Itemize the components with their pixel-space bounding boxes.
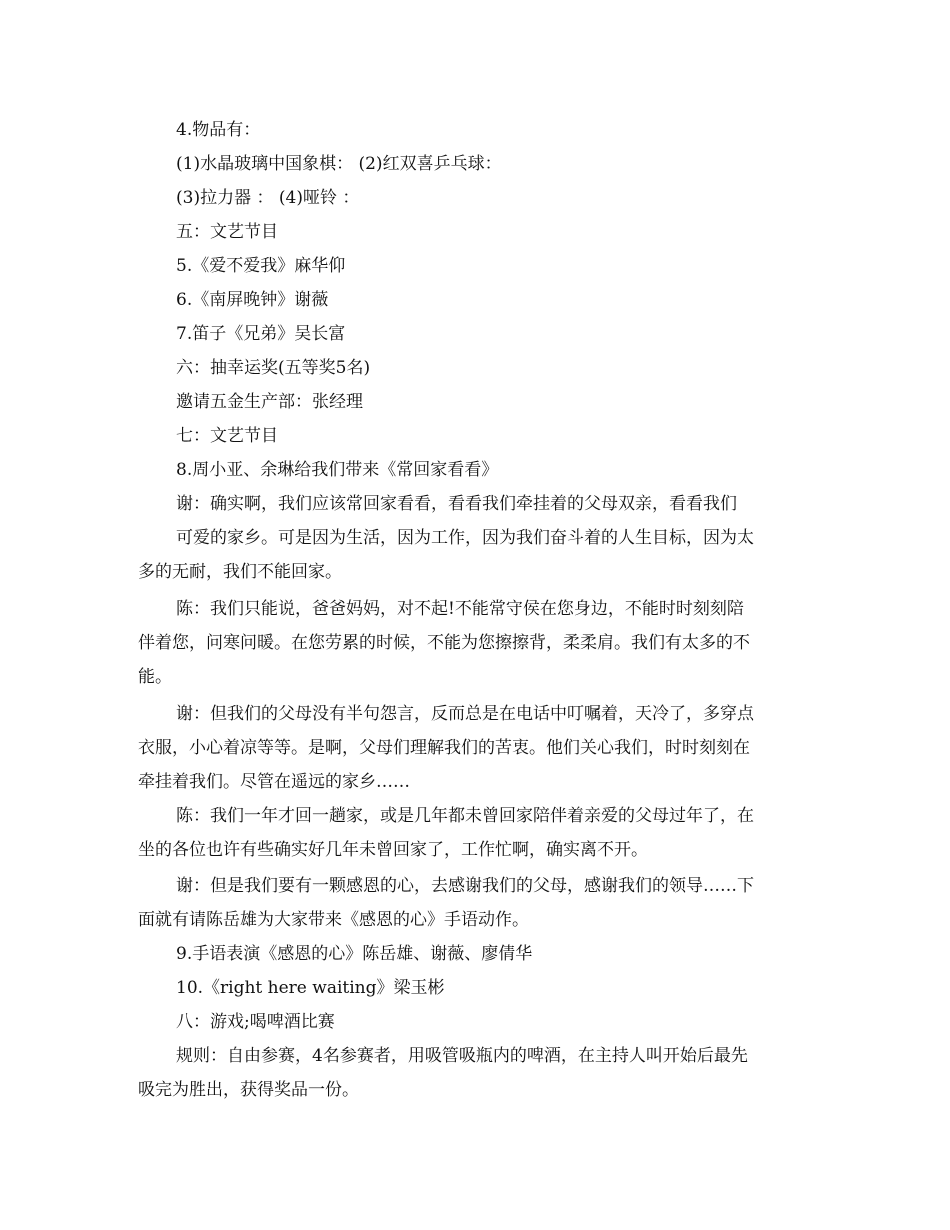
paragraph-line: 能。 — [138, 667, 172, 687]
paragraph-line: 谢：确实啊，我们应该常回家看看，看看我们牵挂着的父母双亲，看看我们 — [176, 494, 737, 514]
text-line: 7.笛子《兄弟》吴长富 — [176, 324, 346, 344]
paragraph-line: 规则：自由参赛，4名参赛者，用吸管吸瓶内的啤酒，在主持人叫开始后最先 — [176, 1046, 748, 1066]
text-line: 4.物品有： — [176, 120, 261, 140]
paragraph-line: 谢：但是我们要有一颗感恩的心，去感谢我们的父母，感谢我们的领导……下 — [176, 876, 754, 896]
paragraph-line: 谢：但我们的父母没有半句怨言，反而总是在电话中叮嘱着，天冷了，多穿点 — [176, 704, 754, 724]
text-line: (3)拉力器 ： (4)哑铃 ： — [176, 188, 360, 208]
paragraph-line: 陈：我们只能说，爸爸妈妈，对不起!不能常守侯在您身边，不能时时刻刻陪 — [176, 599, 744, 619]
text-line: (1)水晶玻璃中国象棋： (2)红双喜乒乓球： — [176, 154, 502, 174]
paragraph-line: 吸完为胜出，获得奖品一份。 — [138, 1080, 359, 1100]
paragraph-line: 可爱的家乡。可是因为生活，因为工作，因为我们奋斗着的人生目标，因为太 — [176, 528, 754, 548]
text-line: 邀请五金生产部：张经理 — [176, 392, 363, 412]
section-heading: 五：文艺节目 — [176, 222, 278, 242]
section-heading: 八：游戏;喝啤酒比赛 — [176, 1012, 335, 1032]
text-line: 10.《right here waiting》梁玉彬 — [176, 978, 445, 998]
section-heading: 六：抽幸运奖(五等奖5名) — [176, 358, 371, 378]
text-line: 9.手语表演《感恩的心》陈岳雄、谢薇、廖倩华 — [176, 944, 533, 964]
text-line: 8.周小亚、余琳给我们带来《常回家看看》 — [176, 460, 499, 480]
paragraph-line: 坐的各位也许有些确实好几年未曾回家了，工作忙啊，确实离不开。 — [138, 840, 648, 860]
paragraph-line: 多的无耐，我们不能回家。 — [138, 562, 342, 582]
paragraph-line: 面就有请陈岳雄为大家带来《感恩的心》手语动作。 — [138, 910, 529, 930]
paragraph-line: 伴着您，问寒问暖。在您劳累的时候，不能为您擦擦背，柔柔肩。我们有太多的不 — [138, 633, 750, 653]
text-line: 5.《爱不爱我》麻华仰 — [176, 256, 346, 276]
paragraph-line: 牵挂着我们。尽管在遥远的家乡…… — [138, 772, 410, 792]
section-heading: 七：文艺节目 — [176, 426, 278, 446]
paragraph-line: 陈：我们一年才回一趟家，或是几年都未曾回家陪伴着亲爱的父母过年了，在 — [176, 806, 754, 826]
text-line: 6.《南屏晚钟》谢薇 — [176, 290, 329, 310]
paragraph-line: 衣服，小心着凉等等。是啊，父母们理解我们的苦衷。他们关心我们，时时刻刻在 — [138, 738, 750, 758]
